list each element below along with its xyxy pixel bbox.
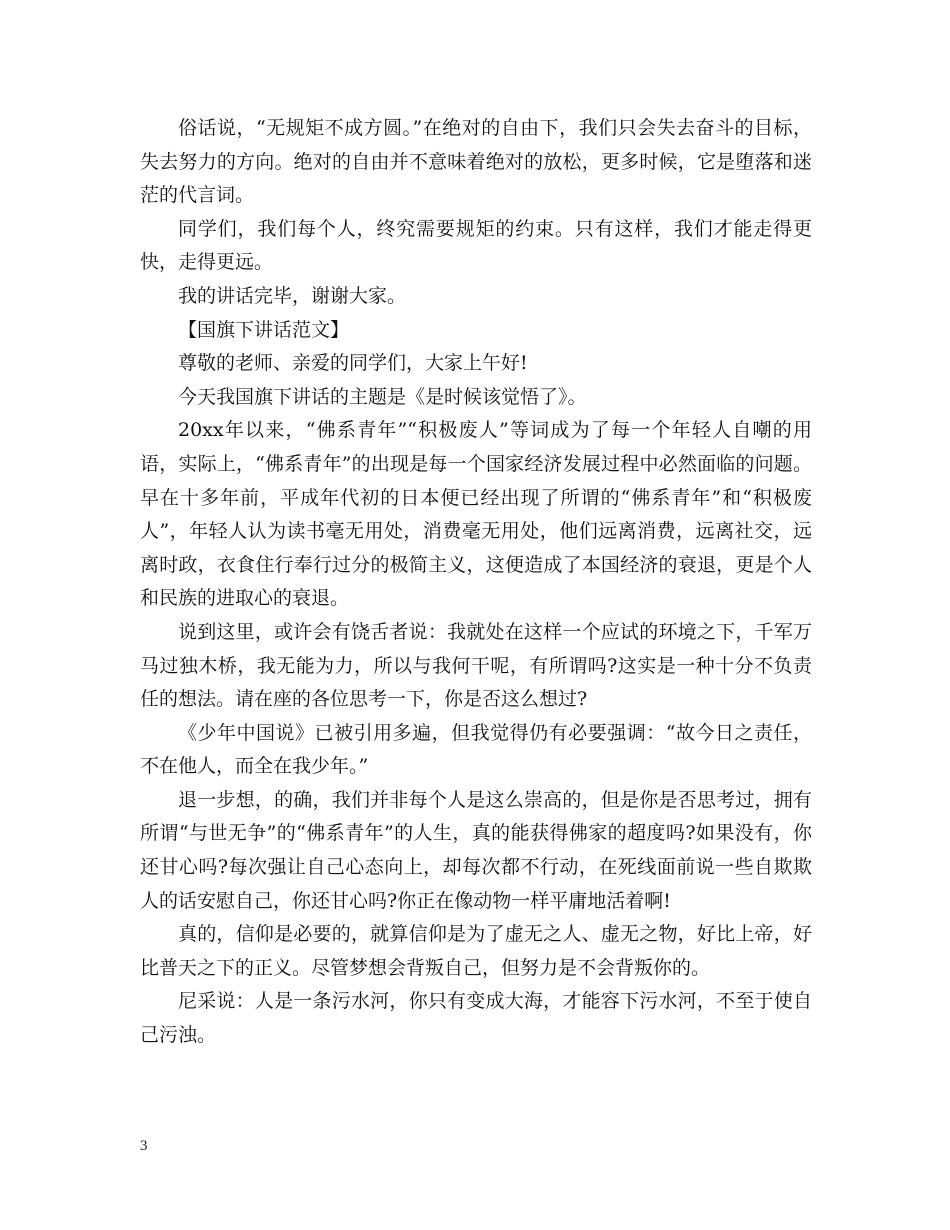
salutation: 尊敬的老师、亲爱的同学们，大家上午好! bbox=[178, 352, 528, 375]
paragraph: 20xx年以来，“佛系青年”“积极废人”等词成为了每一个年轻人自嘲的用语，实际上，“佛系青年”的出现是每一个国家经济发展过程中必然面临的问题。早在十多年前，平成年代初的日本便已经出现了所谓的“佛系青年”和“积极废人”，年轻人认为读书毫无用处，消费毫无用处，他们远离消费，远离社交，远离时政，衣食住行奉行过分的极简主义，这便造成了本国经济的衰退，更是个人和民族的进取心的衰退。 bbox=[140, 419, 812, 610]
paragraph: 《少年中国说》已被引用多遍，但我觉得仍有必要强调：“故今日之责任，不在他人，而全在我少年。” bbox=[140, 721, 812, 778]
paragraph: 我的讲话完毕，谢谢大家。 bbox=[178, 284, 407, 307]
paragraph: 俗话说，“无规矩不成方圆。”在绝对的自由下，我们只会失去奋斗的目标，失去努力的方向。绝对的自由并不意味着绝对的放松，更多时候，它是堕落和迷茫的代言词。 bbox=[140, 117, 812, 207]
section-heading: 【国旗下讲话范文】 bbox=[178, 318, 350, 341]
paragraph: 真的，信仰是必要的，就算信仰是为了虚无之人、虚无之物，好比上帝，好比普天之下的正义。尽管梦想会背叛自己，但努力是不会背叛你的。 bbox=[140, 923, 812, 979]
paragraph: 今天我国旗下讲话的主题是《是时候该觉悟了》。 bbox=[178, 385, 587, 408]
paragraph: 同学们，我们每个人，终究需要规矩的约束。只有这样，我们才能走得更快，走得更远。 bbox=[140, 217, 812, 274]
paragraph: 尼采说：人是一条污水河，你只有变成大海，才能容下污水河，不至于使自己污浊。 bbox=[140, 990, 812, 1047]
paragraph: 说到这里，或许会有饶舌者说：我就处在这样一个应试的环境之下，千军万马过独木桥，我无能为力，所以与我何干呢，有所谓吗?这实是一种十分不负责任的想法。请在座的各位思考一下，你是否这么想过? bbox=[140, 620, 812, 711]
page-number: 3 bbox=[140, 1138, 148, 1154]
body-text bbox=[140, 112, 812, 1053]
paragraph: 退一步想，的确，我们并非每个人是这么崇高的，但是你是否思考过，拥有所谓“与世无争”的“佛系青年”的人生，真的能获得佛家的超度吗?如果没有，你还甘心吗?每次强让自己心态向上，却每次都不行动，在死线面前说一些自欺欺人的话安慰自己，你还甘心吗?你正在像动物一样平庸地活着啊! bbox=[140, 788, 812, 912]
